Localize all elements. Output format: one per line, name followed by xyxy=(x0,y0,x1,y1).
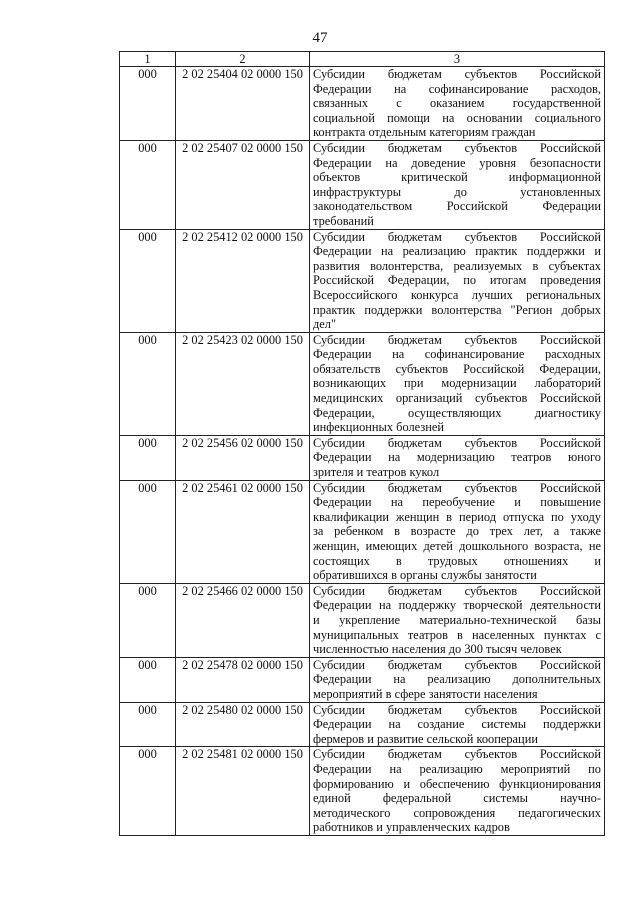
budget-code-cell: 2 02 25423 02 0000 150 xyxy=(176,332,310,435)
budget-code-cell: 2 02 25412 02 0000 150 xyxy=(176,229,310,332)
description-line: обязательств субъектов Российской Федерации, xyxy=(313,361,601,376)
description-line: связанных с оказанием государственной xyxy=(313,96,601,111)
description-line: Субсидии бюджетам субъектов Российской xyxy=(313,702,601,717)
description-line: женщин, имеющих детей дошкольного возраста, не xyxy=(313,539,601,553)
description-line: медицинских организаций субъектов Российской xyxy=(313,391,601,406)
description-line: Федерации на софинансирование расходов, xyxy=(313,81,601,96)
column-header-3: 3 xyxy=(310,52,605,67)
description-line: Субсидии бюджетам субъектов Российской xyxy=(313,747,601,762)
description-line: квалификации женщин в период отпуска по уходу xyxy=(313,509,601,524)
description-line: инфекционных болезней xyxy=(313,420,444,435)
description-line: Всероссийского конкурса лучших региональных xyxy=(313,287,601,302)
description-line: зрителя и театров кукол xyxy=(313,465,440,480)
description-line: за ребенком в возрасте до трех лет, а также xyxy=(313,524,601,539)
description-line: практик поддержки волонтерства "Регион добрых xyxy=(313,302,601,317)
table-row xyxy=(120,583,605,657)
description-line: Федерации, осуществляющих диагностику xyxy=(313,405,601,420)
admin-code-cell: 000 xyxy=(120,332,176,435)
description-line: требований xyxy=(313,213,374,228)
admin-code-cell: 000 xyxy=(120,747,176,836)
description-cell xyxy=(310,702,605,747)
description-line: Субсидии бюджетам субъектов Российской xyxy=(313,332,601,347)
description-line: Федерации на реализацию практик поддержки и xyxy=(313,244,601,259)
description-line: дел" xyxy=(313,317,337,332)
budget-code-cell: 2 02 25480 02 0000 150 xyxy=(176,702,310,747)
description-line: объектов критической информационной xyxy=(313,170,601,185)
description-cell xyxy=(310,583,605,657)
table-row xyxy=(120,229,605,332)
description-line: Субсидии бюджетам субъектов Российской xyxy=(313,435,601,450)
description-line: контракта отдельным категориям граждан xyxy=(313,125,536,140)
description-cell xyxy=(310,747,605,836)
description-line: возникающих при модернизации лабораторий xyxy=(313,376,601,391)
description-cell xyxy=(310,480,605,583)
table-row xyxy=(120,140,605,229)
column-header-2: 2 xyxy=(176,52,310,67)
description-line: единой федеральной системы научно- xyxy=(313,791,601,806)
description-line: Субсидии бюджетам субъектов Российской xyxy=(313,229,601,244)
description-line: Федерации на реализацию мероприятий по xyxy=(313,761,601,776)
description-line: Федерации на создание системы поддержки xyxy=(313,717,601,732)
admin-code-cell: 000 xyxy=(120,480,176,583)
description-line: Субсидии бюджетам субъектов Российской xyxy=(313,657,601,672)
description-line: Федерации на модернизацию театров юного xyxy=(313,450,601,465)
budget-code-cell: 2 02 25456 02 0000 150 xyxy=(176,435,310,480)
table-row xyxy=(120,332,605,435)
description-line: мероприятий в сфере занятости населения xyxy=(313,686,538,701)
description-line: Субсидии бюджетам субъектов Российской xyxy=(313,67,601,81)
table-header-row xyxy=(120,52,605,67)
admin-code-cell: 000 xyxy=(120,67,176,141)
description-line: состоящих в трудовых отношениях и xyxy=(313,553,601,568)
description-line: развития волонтерства, реализуемых в субъектах xyxy=(313,258,601,273)
budget-code-cell: 2 02 25481 02 0000 150 xyxy=(176,747,310,836)
admin-code-cell: 000 xyxy=(120,657,176,702)
description-line: Федерации на переобучение и повышение xyxy=(313,495,601,510)
description-line: инфраструктуры до установленных xyxy=(313,184,601,199)
budget-code-cell: 2 02 25407 02 0000 150 xyxy=(176,140,310,229)
description-cell xyxy=(310,332,605,435)
description-line: обратившихся в органы службы занятости xyxy=(313,568,537,583)
description-line: Российской Федерации, по итогам проведения xyxy=(313,273,601,288)
description-line: методического сопровождения педагогических xyxy=(313,805,601,820)
description-line: Федерации на доведение уровня безопасности xyxy=(313,155,601,170)
description-line: Субсидии бюджетам субъектов Российской xyxy=(313,140,601,155)
description-line: и укрепление материально-технической базы xyxy=(313,612,601,627)
description-line: законодательством Российской Федерации xyxy=(313,199,601,214)
table-row xyxy=(120,747,605,836)
budget-code-cell: 2 02 25461 02 0000 150 xyxy=(176,480,310,583)
description-line: Федерации на софинансирование расходных xyxy=(313,347,601,362)
table-row xyxy=(120,435,605,480)
table-row xyxy=(120,67,605,141)
budget-code-cell: 2 02 25466 02 0000 150 xyxy=(176,583,310,657)
budget-code-cell: 2 02 25478 02 0000 150 xyxy=(176,657,310,702)
admin-code-cell: 000 xyxy=(120,229,176,332)
admin-code-cell: 000 xyxy=(120,583,176,657)
table-body xyxy=(120,67,605,836)
description-line: формированию и обеспечению функционирования xyxy=(313,776,601,791)
table-row xyxy=(120,702,605,747)
description-line: социальной помощи на основании социального xyxy=(313,110,601,125)
description-line: фермеров и развитие сельской кооперации xyxy=(313,731,538,746)
description-cell xyxy=(310,435,605,480)
budget-code-cell: 2 02 25404 02 0000 150 xyxy=(176,67,310,141)
description-cell xyxy=(310,140,605,229)
description-line: Субсидии бюджетам субъектов Российской xyxy=(313,583,601,598)
page-number: 47 xyxy=(312,30,328,46)
table-row xyxy=(120,480,605,583)
description-line: муниципальных театров в населенных пунктах с xyxy=(313,627,601,642)
description-line: Субсидии бюджетам субъектов Российской xyxy=(313,480,601,495)
description-line: Федерации на реализацию дополнительных xyxy=(313,672,601,687)
admin-code-cell: 000 xyxy=(120,702,176,747)
description-line: численностью населения до 300 тысяч человек xyxy=(313,642,562,657)
description-cell xyxy=(310,657,605,702)
admin-code-cell: 000 xyxy=(120,435,176,480)
description-line: работников и управленческих кадров xyxy=(313,820,510,835)
description-cell xyxy=(310,67,605,141)
admin-code-cell: 000 xyxy=(120,140,176,229)
column-header-1: 1 xyxy=(120,52,176,67)
description-line: Федерации на поддержку творческой деятельности xyxy=(313,598,601,613)
budget-classification-table xyxy=(119,51,605,836)
description-cell xyxy=(310,229,605,332)
table-row xyxy=(120,657,605,702)
